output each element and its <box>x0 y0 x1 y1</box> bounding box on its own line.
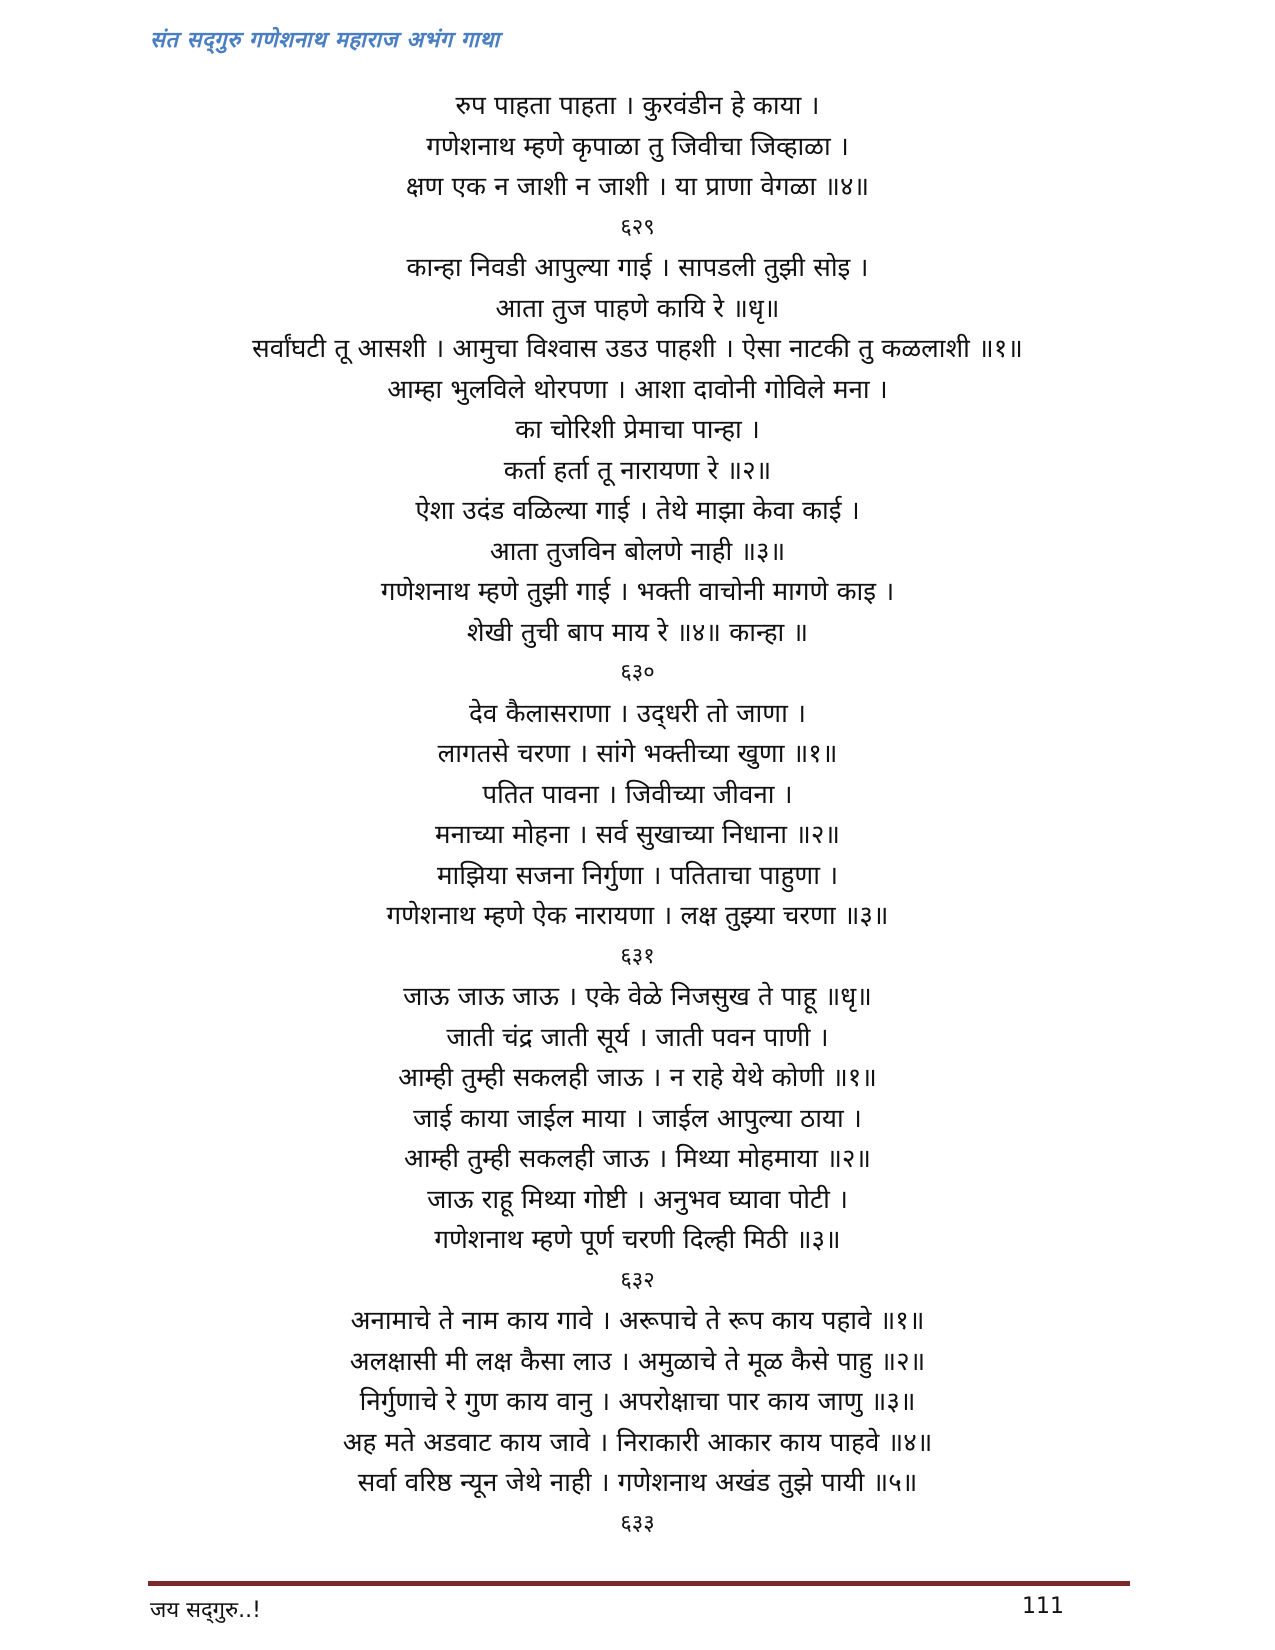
verse-line: जाई काया जाईल माया । जाईल आपुल्या ठाया । <box>413 1103 862 1134</box>
abhang-number: ६२९ <box>620 214 655 240</box>
verse-line: सर्वा वरिष्ठ न्यून जेथे नाही । गणेशनाथ अखंड तुझे पायी ॥५॥ <box>357 1468 918 1498</box>
page-number: 111 <box>1022 1594 1064 1619</box>
page-header-title: संत सद्‌गुरु गणेशनाथ महाराज अभंग गाथा <box>150 27 500 53</box>
verse-line: सर्वांघटी तू आसशी । आमुचा विश्वास उडउ पाहशी । ऐसा नाटकी तु कळलाशी ॥१॥ <box>252 334 1023 364</box>
verse-line: रुप पाहता पाहता । कुरवंडीन हे काया । <box>455 91 820 121</box>
verse-line: अलक्षासी मी लक्ष कैसा लाउ । अमुळाचे ते मूळ कैसे पाहु ॥२॥ <box>349 1346 926 1377</box>
verse-line: गणेशनाथ म्हणे पूर्ण चरणी दिल्ही मिठी ॥३॥ <box>434 1225 841 1255</box>
verse-line: का चोरिशी प्रेमाचा पान्हा । <box>515 415 760 445</box>
verse-line: कर्ता हर्ता तू नारायणा रे ॥२॥ <box>503 455 772 486</box>
verse-line: लागतसे चरणा । सांगे भक्तीच्या खुणा ॥१॥ <box>437 739 838 769</box>
abhang-number: ६३३ <box>620 1510 655 1536</box>
verse-line: आम्ही तुम्ही सकलही जाऊ । मिथ्या मोहमाया ॥२॥ <box>403 1144 871 1174</box>
verse-line: अह मते अडवाट काय जावे । निराकारी आकार काय पाहवे ॥४॥ <box>342 1427 933 1458</box>
verse-line: क्षण एक न जाशी न जाशी । या प्राणा वेगळा ॥४॥ <box>405 172 870 202</box>
verse-line: जाती चंद्र जाती सूर्य । जाती पवन पाणी । <box>446 1022 829 1053</box>
abhang-number: ६३१ <box>620 943 655 969</box>
verse-line: आता तुजविन बोलणे नाही ॥३॥ <box>489 536 786 567</box>
verse-line: पतित पावना । जिवीच्या जीवना । <box>482 779 793 810</box>
verse-line: गणेशनाथ म्हणे तुझी गाई । भक्ती वाचोनी मागणे काइ । <box>380 577 895 607</box>
verse-line: माझिया सजना निर्गुणा । पतिताचा पाहुणा । <box>436 860 839 891</box>
verse-line: जाऊ राहू मिथ्या गोष्टी । अनुभव घ्यावा पोटी । <box>427 1184 848 1215</box>
verse-line: शेखी तुची बाप माय रे ॥४॥ कान्हा ॥ <box>466 617 809 648</box>
verse-line: ऐशा उदंड वळिल्या गाई । तेथे माझा केवा काई । <box>415 496 860 526</box>
verse-line: आम्हा भुलविले थोरपणा । आशा दावोनी गोविले मना । <box>387 374 888 405</box>
verse-line: अनामाचे ते नाम काय गावे । अरूपाचे ते रूप काय पहावे ॥१॥ <box>350 1306 925 1336</box>
verse-line: निर्गुणाचे रे गुण काय वानु । अपरोक्षाचा पार काय जाणु ॥३॥ <box>359 1387 916 1417</box>
verse-line: आम्ही तुम्ही सकलही जाऊ । न राहे येथे कोणी ॥१॥ <box>398 1063 877 1093</box>
verse-line: देव कैलासराणा । उद्‌धरी तो जाणा । <box>469 698 806 729</box>
abhang-number: ६३० <box>620 660 655 685</box>
verse-line: मनाच्या मोहना । सर्व सुखाच्या निधाना ॥२॥ <box>435 820 840 850</box>
abhang-number: ६३२ <box>620 1267 655 1293</box>
footer-left-text: जय सद्‌गुरु..! <box>150 1598 261 1623</box>
verse-line: आता तुज पाहणे कायि रे ॥धृ॥ <box>495 293 780 324</box>
verse-line: कान्हा निवडी आपुल्या गाई । सापडली तुझी सोइ । <box>406 253 869 283</box>
abhang-text-body <box>60 86 1215 1544</box>
footer-divider <box>148 1581 1130 1586</box>
verse-line: जाऊ जाऊ जाऊ । एके वेळे निजसुख ते पाहू ॥धृ॥ <box>403 982 872 1012</box>
verse-line: गणेशनाथ म्हणे कृपाळा तु जिवीचा जिव्हाळा । <box>426 131 849 162</box>
verse-line: गणेशनाथ म्हणे ऐक नारायणा । लक्ष तुझ्या चरणा ॥३॥ <box>386 901 889 931</box>
